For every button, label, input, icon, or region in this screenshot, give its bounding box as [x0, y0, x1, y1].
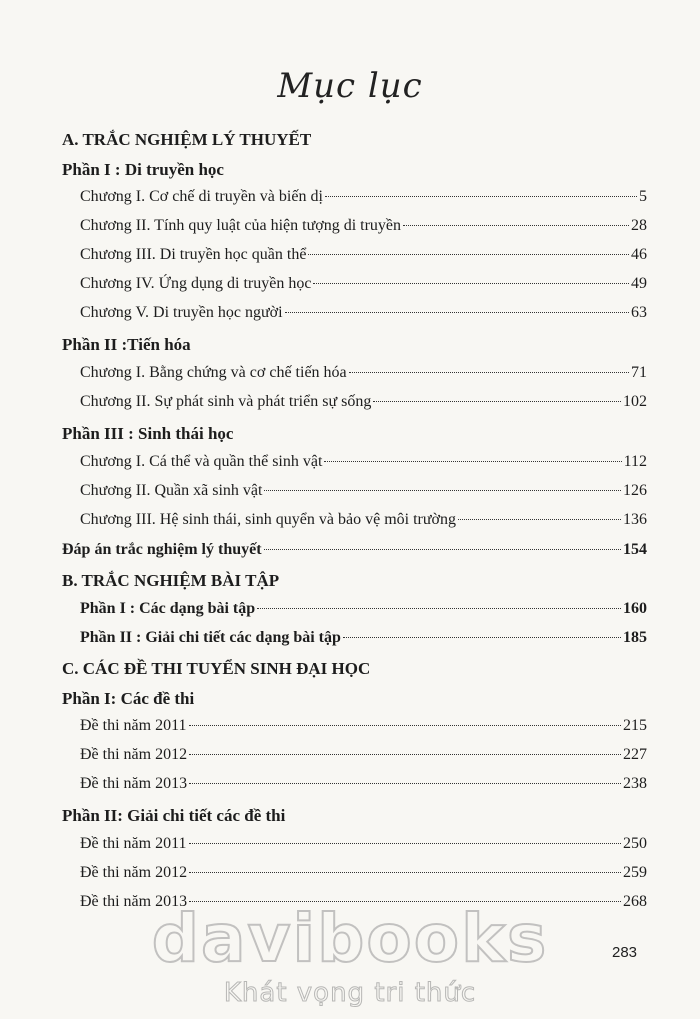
leader-dots	[458, 519, 621, 520]
entry-page: 102	[623, 393, 647, 410]
section-b-heading: B. TRẮC NGHIỆM BÀI TẬP	[62, 571, 280, 590]
toc-entry	[80, 511, 647, 533]
entry-page: 185	[623, 629, 647, 646]
entry-label: Phần II : Giải chi tiết các dạng bài tập	[80, 629, 341, 646]
entry-page: 126	[623, 482, 647, 499]
entry-label: Chương II. Tính quy luật của hiện tượng di truyền	[80, 217, 402, 234]
section-a-heading: A. TRẮC NGHIỆM LÝ THUYẾT	[62, 130, 312, 149]
entry-page: 136	[623, 511, 647, 528]
leader-dots	[257, 608, 621, 609]
toc-entry	[80, 364, 647, 386]
toc-entry	[80, 629, 647, 651]
entry-page: 5	[639, 188, 647, 205]
page-number: 283	[612, 944, 638, 961]
entry-label: Chương V. Di truyền học người	[80, 304, 283, 321]
entry-page: 250	[623, 835, 647, 852]
section-c-part2-heading: Phần II: Giải chi tiết các đề thi	[62, 806, 286, 825]
leader-dots	[343, 637, 621, 638]
entry-page: 63	[631, 304, 647, 321]
entry-page: 227	[623, 746, 647, 763]
entry-label: Chương IV. Ứng dụng di truyền học	[80, 275, 312, 292]
entry-label: Đáp án trắc nghiệm lý thuyết	[62, 541, 262, 558]
entry-page: 112	[623, 453, 647, 470]
toc-entry-answers	[62, 541, 647, 563]
entry-page: 154	[623, 541, 647, 558]
entry-label: Đề thi năm 2012	[80, 746, 188, 763]
leader-dots	[403, 225, 629, 226]
toc-entry	[80, 482, 647, 504]
entry-label: Chương II. Quần xã sinh vật	[80, 482, 263, 499]
entry-page: 71	[631, 364, 647, 381]
entry-label: Phần I : Các dạng bài tập	[80, 600, 256, 617]
toc-entry	[80, 246, 647, 268]
watermark-tagline: Khát vọng tri thức	[223, 978, 477, 1008]
entry-page: 268	[623, 893, 647, 910]
entry-page: 160	[623, 600, 647, 617]
toc-entry	[80, 746, 647, 768]
watermark-logo: davibooks	[151, 900, 549, 977]
leader-dots	[189, 843, 622, 844]
entry-label: Đề thi năm 2011	[80, 717, 187, 734]
page-title: Mục lục	[277, 66, 423, 106]
section-a-part2-heading: Phần II :Tiến hóa	[62, 335, 191, 354]
entry-page: 46	[631, 246, 647, 263]
leader-dots	[313, 283, 629, 284]
entry-label: Chương II. Sự phát sinh và phát triển sự sống	[80, 393, 372, 410]
entry-label: Chương I. Cá thể và quần thể sinh vật	[80, 453, 323, 470]
toc-entry	[80, 188, 647, 210]
toc-entry	[80, 453, 647, 475]
entry-label: Đề thi năm 2011	[80, 835, 187, 852]
leader-dots	[285, 312, 629, 313]
toc-entry	[80, 717, 647, 739]
leader-dots	[189, 754, 621, 755]
entry-label: Chương III. Hệ sinh thái, sinh quyển và bảo vệ môi trường	[80, 511, 456, 528]
entry-page: 49	[631, 275, 647, 292]
toc-entry	[80, 775, 647, 797]
leader-dots	[324, 461, 621, 462]
toc-entry	[80, 835, 647, 857]
leader-dots	[189, 872, 621, 873]
entry-label: Đề thi năm 2013	[80, 775, 188, 792]
entry-page: 215	[623, 717, 647, 734]
section-c-heading: C. CÁC ĐỀ THI TUYỂN SINH ĐẠI HỌC	[62, 659, 371, 678]
leader-dots	[373, 401, 621, 402]
entry-page: 238	[623, 775, 647, 792]
toc-entry	[80, 864, 647, 886]
toc-entry	[80, 393, 647, 415]
leader-dots	[308, 254, 629, 255]
toc-entry	[80, 275, 647, 297]
section-a-part3-heading: Phần III : Sinh thái học	[62, 424, 234, 443]
leader-dots	[189, 725, 622, 726]
entry-label: Đề thi năm 2012	[80, 864, 188, 881]
entry-page: 28	[631, 217, 647, 234]
leader-dots	[349, 372, 629, 373]
entry-label: Đề thi năm 2013	[80, 893, 188, 910]
leader-dots	[264, 490, 621, 491]
leader-dots	[325, 196, 637, 197]
entry-page: 259	[623, 864, 647, 881]
toc-entry	[80, 304, 647, 326]
entry-label: Chương I. Bằng chứng và cơ chế tiến hóa	[80, 364, 347, 381]
leader-dots	[264, 549, 621, 550]
entry-label: Chương III. Di truyền học quần thể	[80, 246, 307, 263]
toc-entry	[80, 600, 647, 622]
section-a-part1-heading: Phần I : Di truyền học	[62, 160, 224, 179]
section-c-part1-heading: Phần I: Các đề thi	[62, 689, 195, 708]
toc-entry	[80, 217, 647, 239]
leader-dots	[189, 783, 621, 784]
entry-label: Chương I. Cơ chế di truyền và biến dị	[80, 188, 323, 205]
